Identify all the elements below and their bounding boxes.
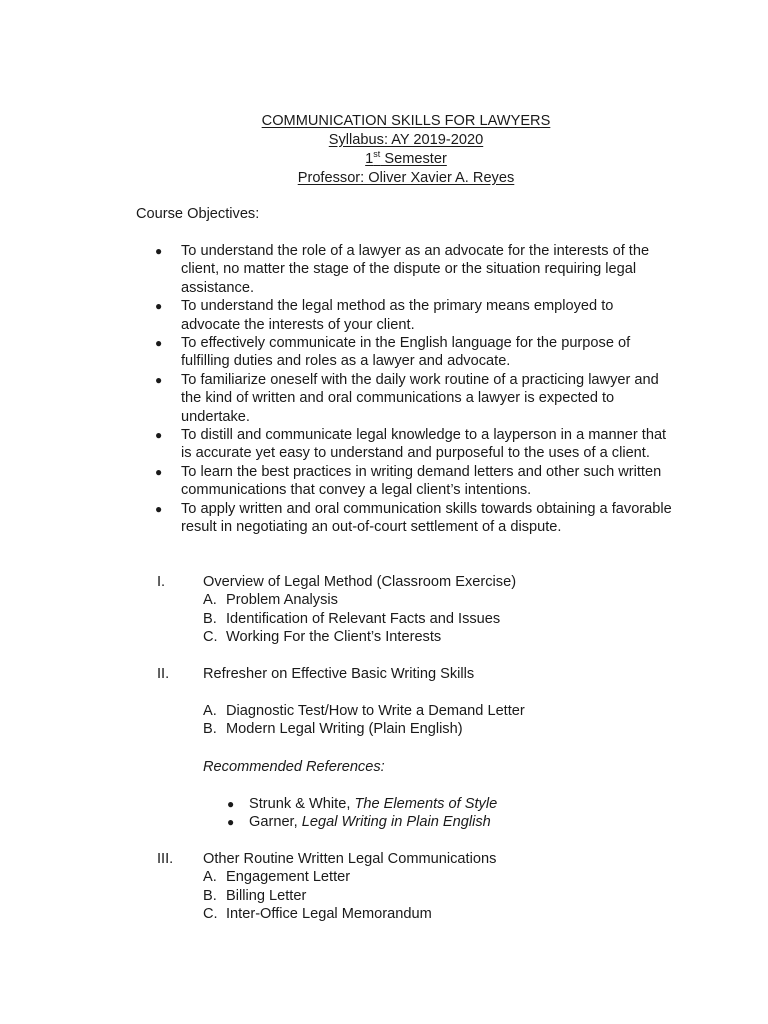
- objectives-list: [155, 242, 675, 537]
- section-subitem: [203, 591, 338, 609]
- section-title: Refresher on Effective Basic Writing Skills: [203, 666, 475, 682]
- section-numeral: II.: [157, 666, 170, 682]
- subitem-text: Diagnostic Test/How to Write a Demand Letter: [226, 703, 525, 719]
- semester-word: Semester: [380, 151, 447, 167]
- objective-item: [155, 500, 675, 537]
- subitem-text: Identification of Relevant Facts and Issues: [226, 610, 501, 627]
- section-subitem: [203, 720, 463, 738]
- objective-item: [155, 426, 675, 463]
- section-subitem: [203, 702, 525, 720]
- references-list: [227, 795, 497, 832]
- subitem-letter: B.: [203, 721, 217, 738]
- bullet-icon: ●: [155, 501, 163, 516]
- subitem-letter: C.: [203, 629, 218, 646]
- bullet-icon: ●: [227, 796, 235, 811]
- objective-text: To distill and communicate legal knowledge to a layperson in a manner that is accurate yet easy to understand and purposeful to the uses of a client.: [181, 427, 667, 462]
- objective-text: To understand the role of a lawyer as an advocate for the interests of the client, no matter the stage of the dispute or the situation requiring legal assistance.: [181, 243, 650, 296]
- section-numeral: III.: [157, 851, 174, 867]
- semester-line: [365, 151, 447, 167]
- section-subitem: [203, 610, 500, 628]
- professor-name: Professor: Oliver Xavier A. Reyes: [297, 170, 515, 186]
- section-subitem: [203, 887, 306, 905]
- reference-author: Strunk & White,: [249, 795, 355, 812]
- subitem-text: Engagement Letter: [226, 869, 351, 886]
- bullet-icon: ●: [155, 336, 163, 351]
- subitem-letter: A.: [203, 592, 217, 609]
- objective-item: [155, 371, 675, 426]
- reference-work: The Elements of Style: [354, 795, 498, 812]
- objective-item: [155, 334, 675, 371]
- bullet-icon: ●: [155, 244, 163, 258]
- section-title: Overview of Legal Method (Classroom Exercise): [203, 574, 517, 590]
- section-numeral: I.: [157, 574, 166, 590]
- objective-text: To learn the best practices in writing demand letters and other such written communications that convey a legal client’s intentions.: [181, 463, 662, 499]
- syllabus-year: Syllabus: AY 2019-2020: [328, 132, 484, 148]
- reference-item: [227, 795, 497, 813]
- section-title: Other Routine Written Legal Communications: [203, 851, 497, 867]
- reference-work: Legal Writing in Plain English: [301, 813, 491, 830]
- objective-text: To understand the legal method as the primary means employed to advocate the interests of your client.: [181, 298, 614, 333]
- semester-ordinal: st: [373, 149, 381, 160]
- section-subitem: [203, 868, 350, 886]
- objectives-heading: Course Objectives:: [136, 206, 260, 222]
- subitem-text: Billing Letter: [226, 887, 307, 904]
- bullet-icon: ●: [155, 299, 163, 314]
- reference-author: Garner,: [249, 813, 302, 830]
- objective-item: [155, 242, 675, 297]
- section-subitem: [203, 905, 432, 923]
- objective-text: To familiarize oneself with the daily work routine of a practicing lawyer and the kind of written and oral communications a lawyer is expected to undertake.: [181, 371, 659, 425]
- objective-text: To apply written and oral communication skills towards obtaining a favorable result in negotiating an out-of-court settlement of a dispute.: [181, 500, 672, 536]
- objective-text: To effectively communicate in the English language for the purpose of fulfilling duties and roles as a lawyer and advocate.: [181, 335, 631, 370]
- objective-item: [155, 463, 675, 500]
- bullet-icon: ●: [155, 428, 163, 443]
- reference-item: [227, 813, 497, 831]
- objective-item: [155, 297, 675, 334]
- subitem-text: Inter-Office Legal Memorandum: [226, 906, 432, 923]
- bullet-icon: ●: [227, 814, 235, 829]
- subitem-text: Problem Analysis: [226, 592, 338, 609]
- semester-number: 1: [365, 151, 374, 167]
- subitem-letter: A.: [203, 703, 217, 719]
- subitem-text: Modern Legal Writing (Plain English): [226, 721, 463, 738]
- course-title: COMMUNICATION SKILLS FOR LAWYERS: [261, 113, 551, 129]
- references-heading: Recommended References:: [203, 758, 385, 775]
- subitem-letter: C.: [203, 906, 218, 923]
- subitem-letter: B.: [203, 610, 217, 627]
- section-subitem: [203, 628, 441, 646]
- subitem-text: Working For the Client’s Interests: [226, 629, 442, 646]
- subitem-letter: A.: [203, 869, 217, 886]
- bullet-icon: ●: [155, 372, 163, 387]
- bullet-icon: ●: [155, 464, 163, 479]
- syllabus-header: [0, 112, 768, 188]
- subitem-letter: B.: [203, 887, 217, 904]
